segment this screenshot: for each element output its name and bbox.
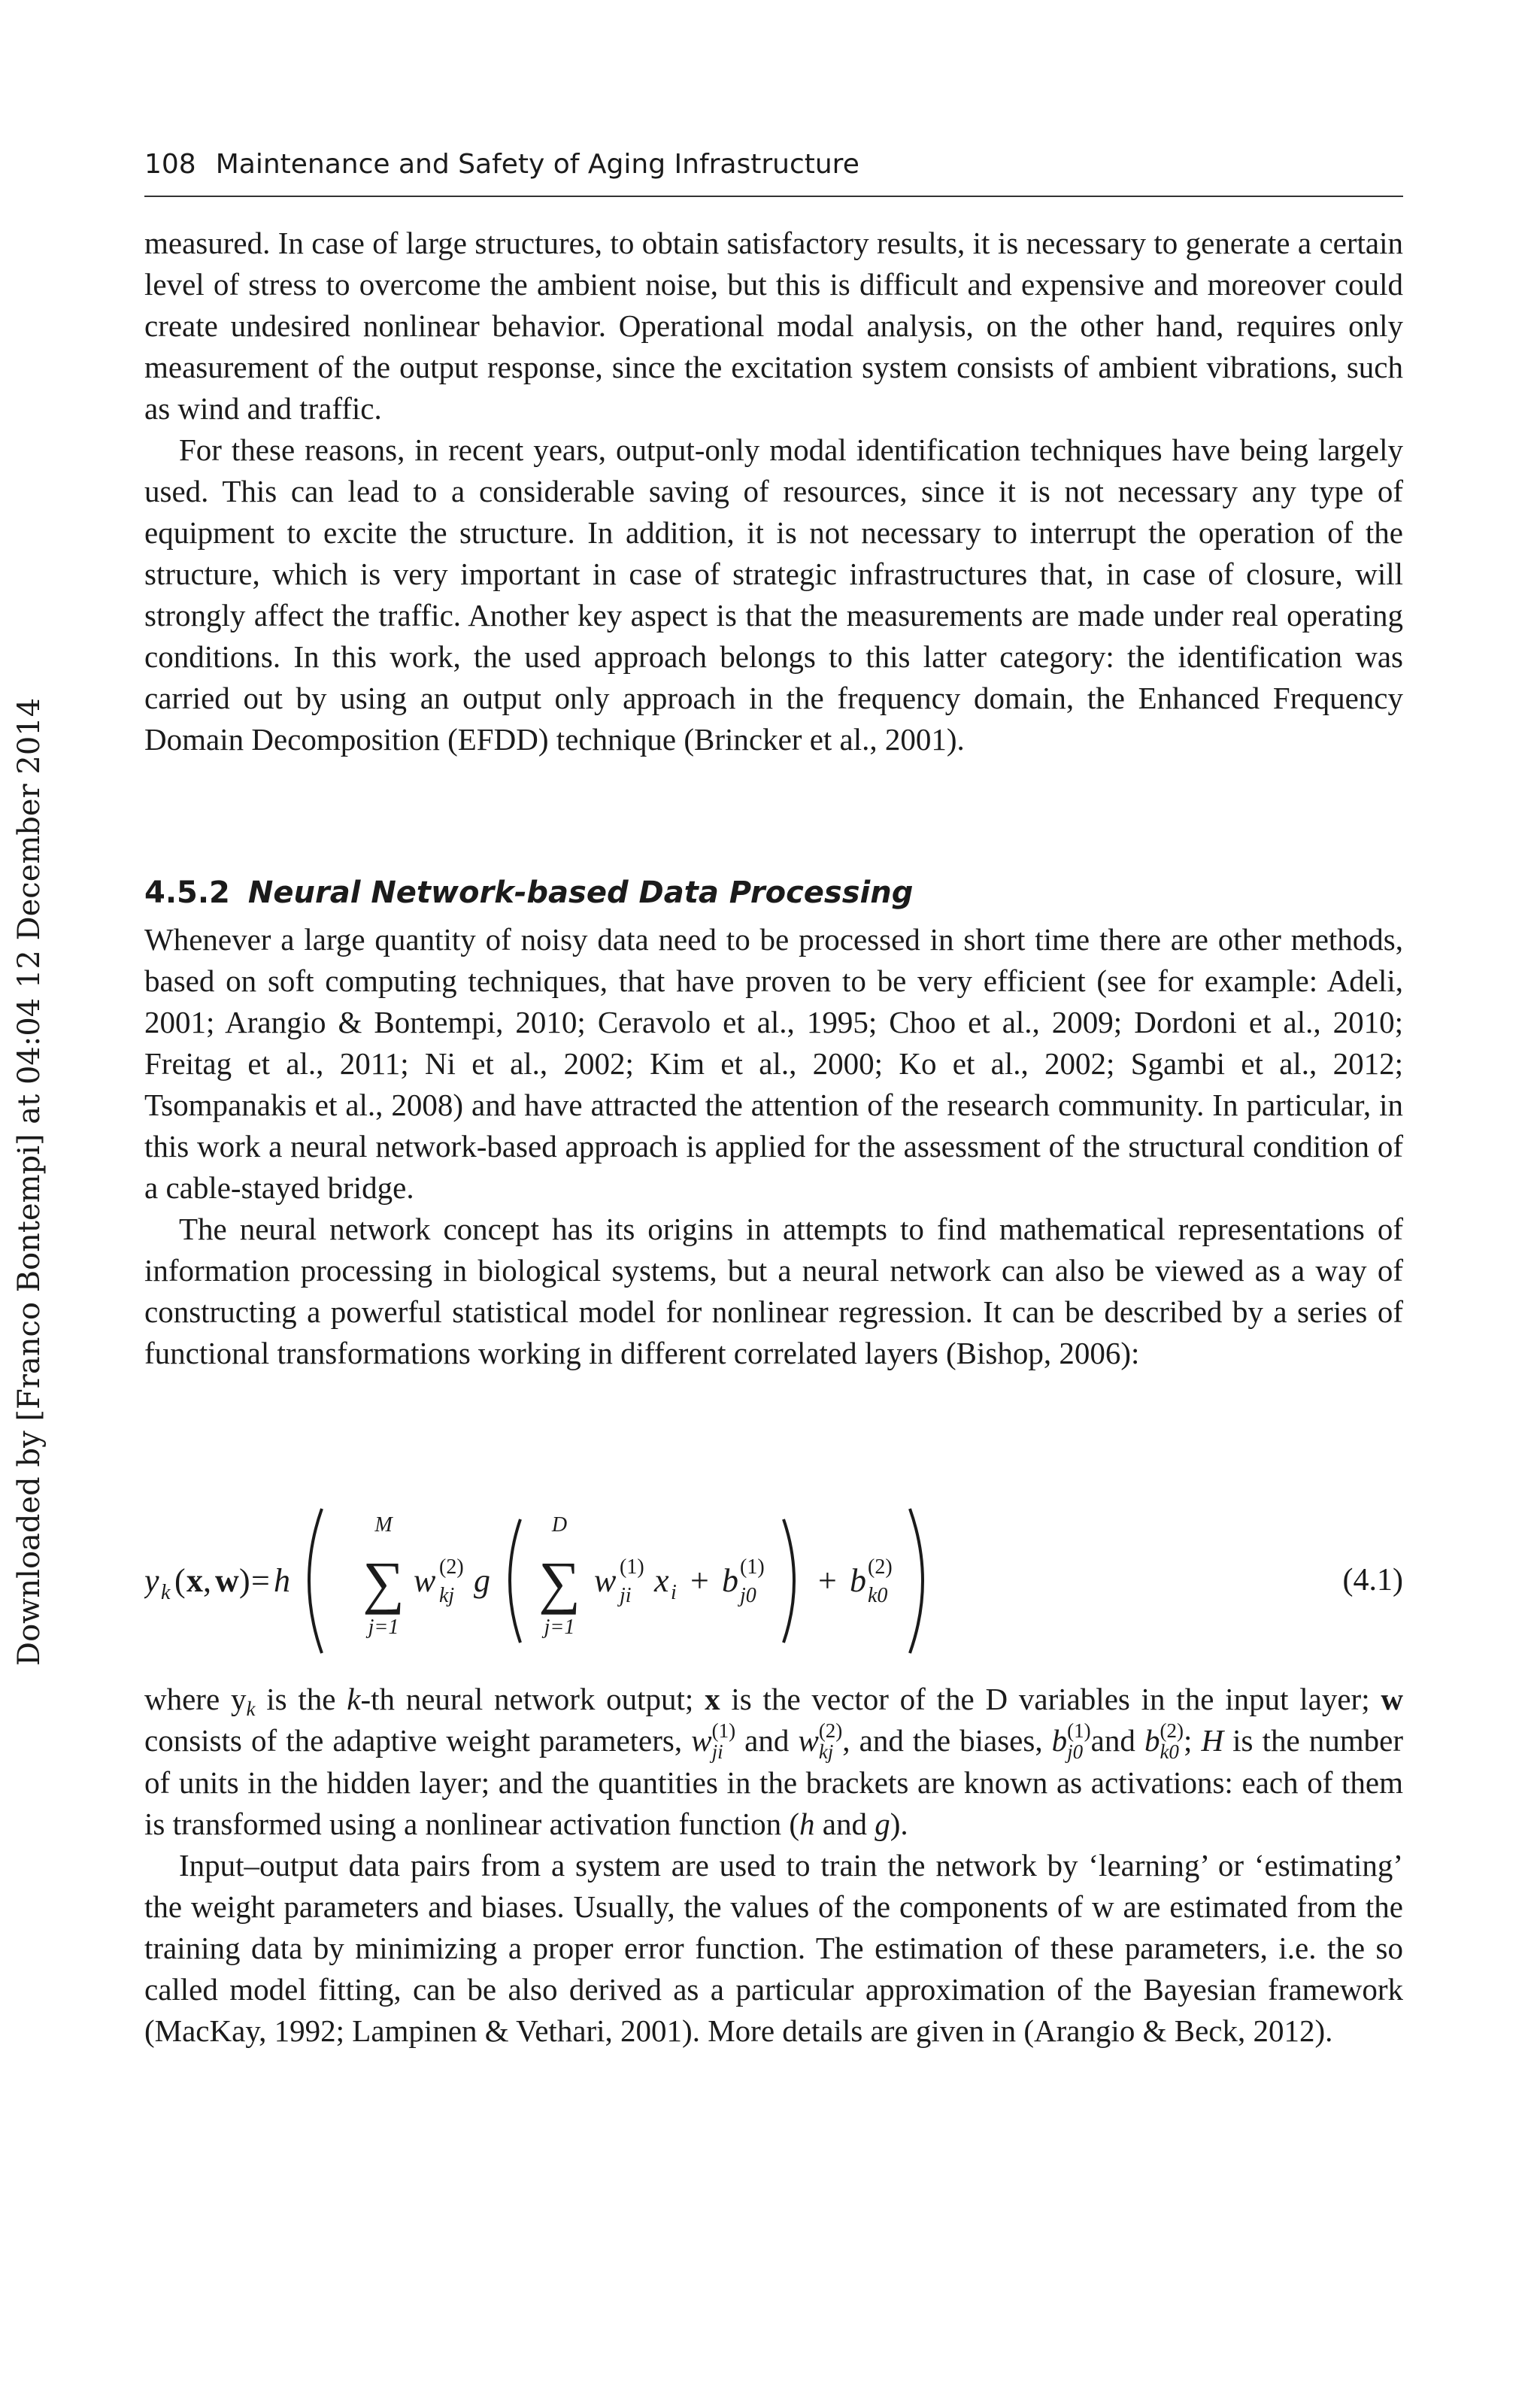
equation-4-1 <box>144 1503 1403 1668</box>
inner-paren-right <box>784 1519 794 1643</box>
sum2-lower: j=1 <box>544 1616 575 1639</box>
p5-g: g <box>875 1807 890 1841</box>
p5-w1-scripts <box>712 1721 735 1762</box>
p5-yk-sub: k <box>246 1698 256 1720</box>
p5-w2-sup: (2) <box>818 1719 843 1742</box>
p5-b2: b <box>1144 1723 1160 1758</box>
p5-w2-scripts <box>819 1721 842 1762</box>
eq-b2-sup: (2) <box>868 1555 893 1579</box>
eq-w1-sub: ji <box>620 1584 632 1607</box>
eq-w2-sub: kj <box>439 1584 455 1607</box>
eq-equals: = <box>251 1562 270 1599</box>
p5-b1: b <box>1051 1723 1068 1758</box>
text-block-top <box>144 223 1403 760</box>
eq-xi: x <box>654 1562 669 1599</box>
equation-graphic <box>144 1503 1272 1668</box>
eq-w: w <box>215 1562 239 1599</box>
p5-text-12: ). <box>890 1807 908 1841</box>
sum2-upper: D <box>551 1513 568 1537</box>
p5-b2-sup: (2) <box>1160 1719 1184 1742</box>
p5-text-9: ; <box>1183 1723 1202 1758</box>
p5-w: w <box>1381 1682 1403 1716</box>
eq-y: y <box>144 1562 159 1599</box>
eq-b2-sub: k0 <box>868 1584 888 1607</box>
eq-w1: w <box>594 1562 617 1599</box>
p5-h: h <box>799 1807 815 1841</box>
p5-x: x <box>705 1682 720 1716</box>
text-block-bottom <box>144 1679 1403 2052</box>
p5-text-10: is the number of units in the hidden layer; and the quantities in the brackets are known as activations: each of them is transformed using a nonlinear activation function ( <box>144 1723 1404 1841</box>
eq-g: g <box>474 1562 490 1599</box>
p5-text-2: is the <box>255 1682 347 1716</box>
running-header <box>144 147 1403 182</box>
paragraph-6: Input–output data pairs from a system are used to train the network by ‘learning’ or ‘estimating’ the weight parameters and biases. Usually, the values of the components of w are estimated from the training data by minimizing a proper error function. The estimation of these parameters, i.e. the so called model fitting, can be also derived as a particular approximation of the Bayesian framework (MacKay, 1992; Lampinen & Vethari, 2001). More details are given in (Arangio & Beck, 2012). <box>144 1848 1403 2048</box>
p5-H: H <box>1201 1723 1224 1758</box>
eq-args-close: ) <box>239 1562 250 1599</box>
p5-w2-sub: kj <box>818 1740 834 1763</box>
section-heading <box>144 872 913 914</box>
paragraph-1: measured. In case of large structures, to obtain satisfactory results, it is necessary to generate a certain level of stress to overcome the ambient noise, but this is difficult and expensive and moreover could create undesired nonlinear behavior. Operational modal analysis, on the other hand, requires only measurement of the output response, since the excitation system consists of ambient vibrations, such as wind and traffic. <box>144 226 1403 426</box>
section-number: 4.5.2 <box>144 875 230 910</box>
download-watermark: Downloaded by [Franco Bontempi] at 04:04 12 December 2014 <box>12 697 47 1666</box>
paragraph-2: For these reasons, in recent years, output-only modal identification techniques have being largely used. This can lead to a considerable saving of resources, since it is not necessary any type of equipment to excite the structure. In addition, it is not necessary to interrupt the operation of the structure, which is very important in case of strategic infrastructures that, in case of closure, will strongly affect the traffic. Another key aspect is that the measurements are made under real operating conditions. In this work, the used approach belongs to this latter category: the identification was carried out by using an output only approach in the frequency domain, the Enhanced Frequency Domain Decomposition (EFDD) technique (Brincker et al., 2001). <box>144 432 1403 757</box>
paragraph-4: The neural network concept has its origins in attempts to find mathematical representations of information processing in biological systems, but a neural network can also be viewed as a way of constructing a powerful statistical model for nonlinear regression. It can be described by a series of functional transformations working in different correlated layers (Bishop, 2006): <box>144 1212 1403 1370</box>
p5-k: k <box>347 1682 361 1716</box>
sum1-upper: M <box>374 1513 393 1537</box>
paragraph-5 <box>144 1679 1403 1845</box>
p5-b2-scripts <box>1160 1721 1183 1762</box>
p5-text-4: is the vector of the D variables in the input layer; <box>720 1682 1381 1716</box>
eq-w2-sup: (2) <box>439 1555 464 1579</box>
p5-w1: w <box>691 1723 712 1758</box>
sum1-symbol: ∑ <box>362 1549 405 1615</box>
eq-args-open: ( <box>174 1562 186 1599</box>
p5-text-11: and <box>814 1807 875 1841</box>
eq-b2: b <box>850 1562 866 1599</box>
eq-x: x <box>186 1562 203 1599</box>
p5-b1-sup: (1) <box>1067 1719 1091 1742</box>
page-number: 108 <box>144 149 196 180</box>
paragraph-3: Whenever a large quantity of noisy data need to be processed in short time there are other methods, based on soft computing techniques, that have proven to be very efficient (see for example: Adeli, 2001; Arangio & Bontempi, 2010; Ceravolo et al., 1995; Choo et al., 2009; Dordoni et al., 2010; Freitag et al., 2011; Ni et al., 2002; Kim et al., 2000; Ko et al., 2002; Sgambi et al., 2012; Tsompanakis et al., 2008) and have attracted the attention of the research community. In particular, in this work a neural network-based approach is applied for the assessment of the structural condition of a cable-stayed bridge. <box>144 922 1403 1205</box>
p5-text-6: and <box>735 1723 799 1758</box>
eq-w2: w <box>414 1562 436 1599</box>
outer-paren-right <box>910 1509 923 1653</box>
p5-text-5: consists of the adaptive weight parameters, <box>144 1723 692 1758</box>
eq-b1: b <box>722 1562 738 1599</box>
inner-paren-left <box>510 1519 520 1643</box>
eq-b1-sup: (1) <box>740 1555 765 1579</box>
p5-b2-sub: k0 <box>1160 1740 1179 1763</box>
sum2-symbol: ∑ <box>538 1549 581 1615</box>
eq-xi-sub: i <box>671 1581 677 1604</box>
running-title: Maintenance and Safety of Aging Infrastructure <box>215 149 859 180</box>
sum1-lower: j=1 <box>368 1616 399 1639</box>
eq-comma: , <box>203 1562 211 1599</box>
eq-plus-1: + <box>690 1562 709 1599</box>
eq-plus-2: + <box>818 1562 837 1599</box>
p5-text-8: and <box>1090 1723 1144 1758</box>
p5-text-3: -th neural network output; <box>360 1682 705 1716</box>
p5-w2: w <box>798 1723 819 1758</box>
text-block-middle <box>144 919 1403 1374</box>
header-rule <box>144 196 1403 197</box>
eq-y-sub: k <box>161 1581 171 1604</box>
p5-b1-scripts <box>1067 1721 1090 1762</box>
eq-h: h <box>274 1562 290 1599</box>
p5-w1-sub: ji <box>711 1740 723 1763</box>
eq-w1-sup: (1) <box>620 1555 644 1579</box>
eq-b1-sub: j0 <box>740 1584 756 1607</box>
outer-paren-left <box>309 1509 322 1653</box>
p5-w1-sup: (1) <box>711 1719 736 1742</box>
p5-b1-sub: j0 <box>1067 1740 1084 1763</box>
equation-number: (4.1) <box>1342 1563 1403 1597</box>
p5-text-7: , and the biases, <box>842 1723 1052 1758</box>
section-title: Neural Network-based Data Processing <box>247 875 914 910</box>
p5-text-1: where y <box>144 1682 247 1716</box>
